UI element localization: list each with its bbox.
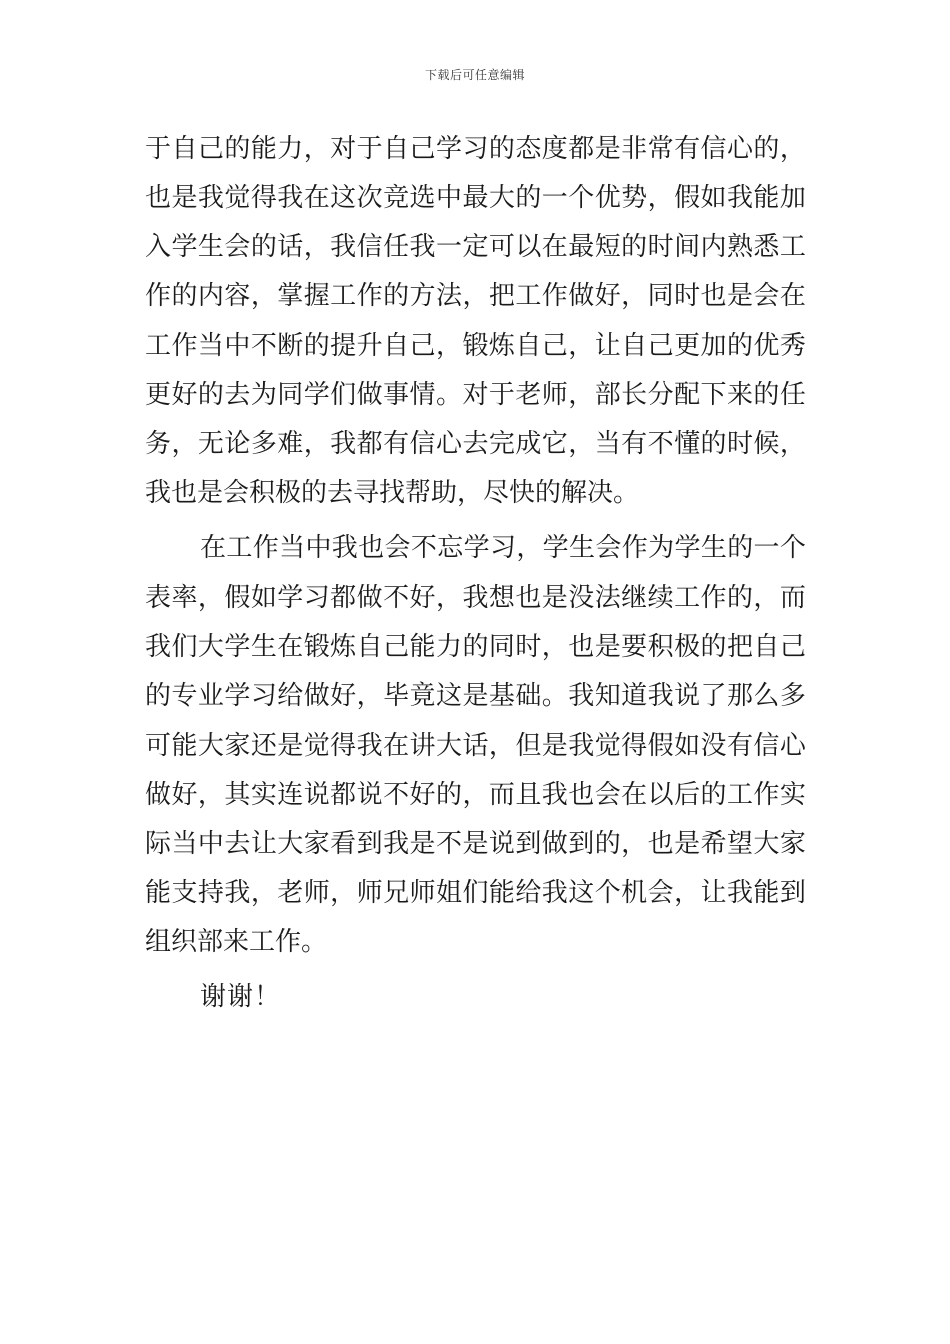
text-line: 做 好 ， 其 实 连 说 都 说 不 好 的 ， 而 且 我 也 会 在 以 后 的 工 作 实 <box>145 780 806 810</box>
text-line: 表 率 ， 假 如 学 习 都 做 不 好 ， 我 想 也 是 没 法 继 续 工 作 的 ， 而 <box>145 583 806 613</box>
text-line: 我也是会积极的去寻找帮助，尽快的解决。 <box>145 478 640 508</box>
text-line: 作 的 内 容 ， 掌 握 工 作 的 方 法 ， 把 工 作 做 好 ， 同 时 也 是 会 在 <box>145 281 806 311</box>
text-line: 组织部来工作。 <box>145 927 328 957</box>
text-line: 际 当 中 去 让 大 家 看 到 我 是 不 是 说 到 做 到 的 ， 也 是 希 望 大 家 <box>145 829 806 859</box>
text-line: 也 是 我 觉 得 我 在 这 次 竞 选 中 最 大 的 一 个 优 势 ， 假 如 我 能 加 <box>145 183 806 213</box>
text-line: 工 作 当 中 不 断 的 提 升 自 己 ， 锻 炼 自 己 ， 让 自 己 更 加 的 优 秀 <box>145 331 806 361</box>
text-line: 务 ， 无 论 多 难 ， 我 都 有 信 心 去 完 成 它 ， 当 有 不 懂 的 时 候 ， <box>145 429 806 459</box>
text-line: 在 工 作 当 中 我 也 会 不 忘 学 习 ， 学 生 会 作 为 学 生 的 一 个 <box>200 533 806 563</box>
text-line: 可 能 大 家 还 是 觉 得 我 在 讲 大 话 ， 但 是 我 觉 得 假 如 没 有 信 心 <box>145 731 806 761</box>
text-line: 更 好 的 去 为 同 学 们 做 事 情 。 对 于 老 师 ， 部 长 分 配 下 来 的 任 <box>145 380 806 410</box>
closing-line: 谢谢！ <box>200 982 282 1012</box>
text-line: 我 们 大 学 生 在 锻 炼 自 己 能 力 的 同 时 ， 也 是 要 积 极 的 把 自 己 <box>145 632 806 662</box>
text-line: 的 专 业 学 习 给 做 好 ， 毕 竟 这 是 基 础 。 我 知 道 我 说 了 那 么 多 <box>145 681 806 711</box>
text-line: 于 自 己 的 能 力 ， 对 于 自 己 学 习 的 态 度 都 是 非 常 有 信 心 的 ， <box>145 134 806 164</box>
text-line: 入 学 生 会 的 话 ， 我 信 任 我 一 定 可 以 在 最 短 的 时 间 内 熟 悉 工 <box>145 232 806 262</box>
text-line: 能 支 持 我 ， 老 师 ， 师 兄 师 姐 们 能 给 我 这 个 机 会 ， 让 我 能 到 <box>145 878 806 908</box>
page-header: 下载后可任意编辑 <box>424 68 525 82</box>
